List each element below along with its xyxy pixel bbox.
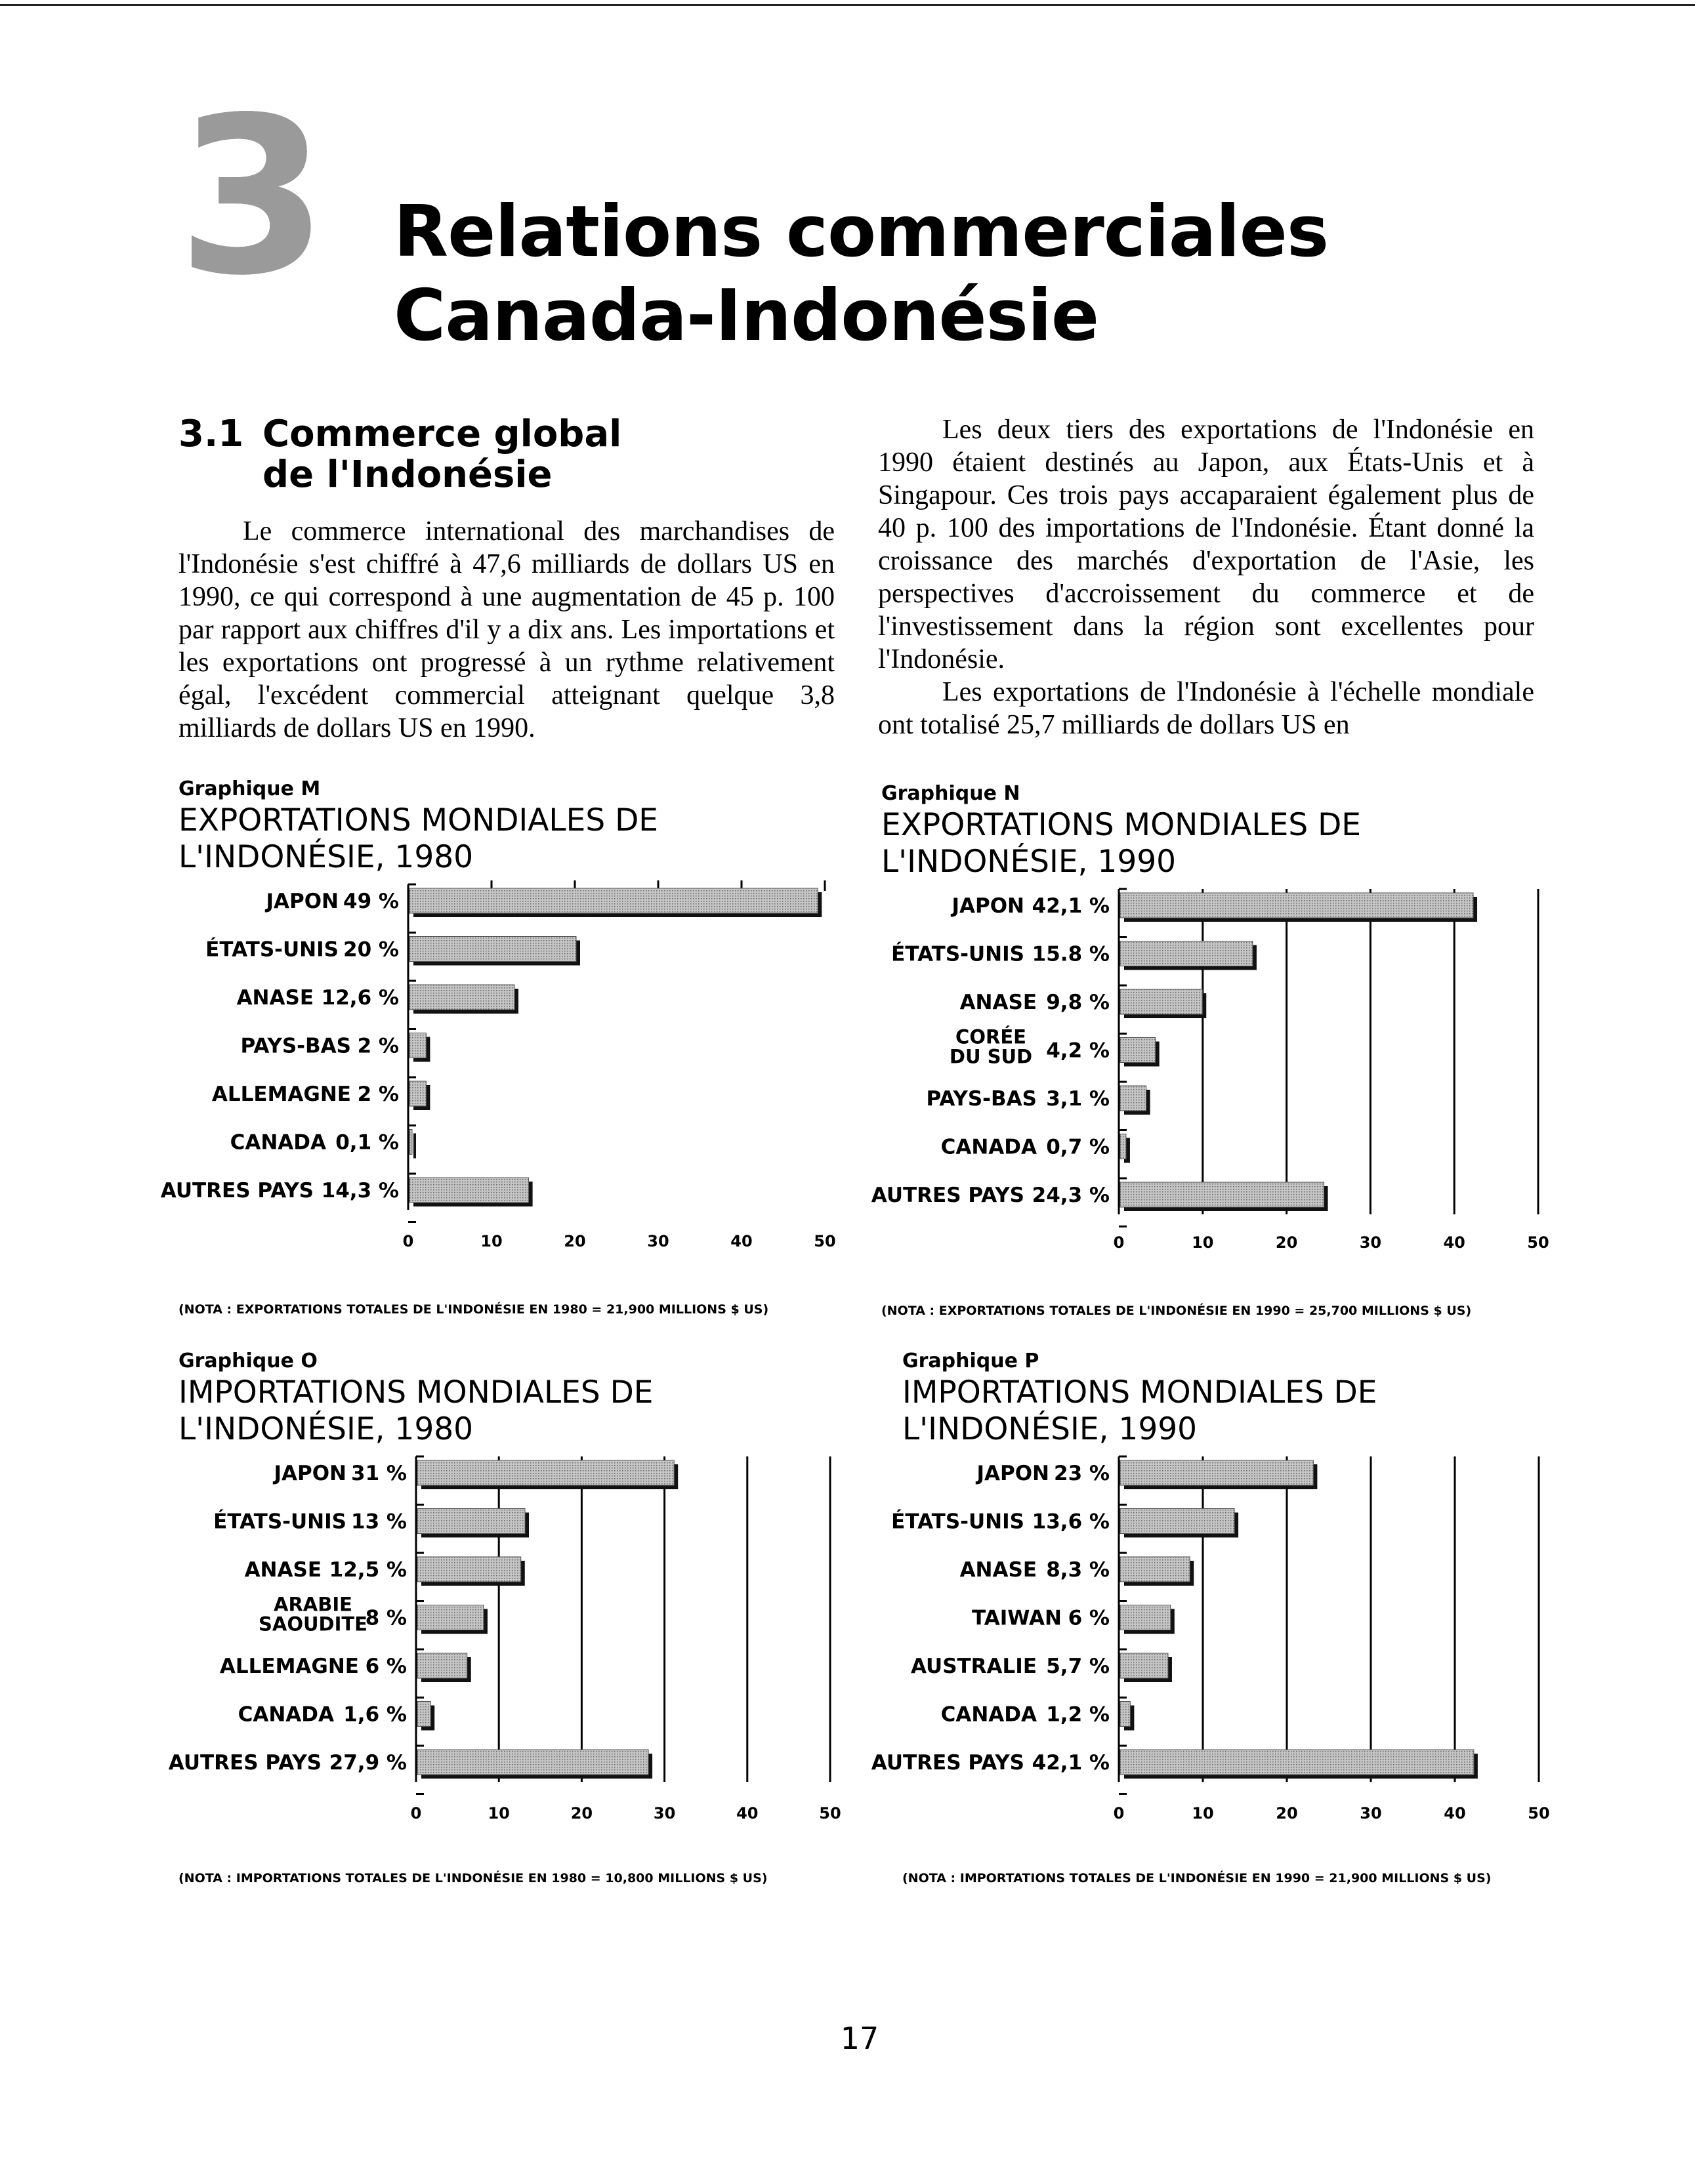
bar bbox=[417, 1557, 521, 1582]
bar bbox=[409, 888, 818, 913]
chart-graphique-n bbox=[871, 782, 1551, 1333]
chapter-number: 3 bbox=[177, 71, 328, 323]
category-label: ÉTATS-UNIS bbox=[213, 1510, 346, 1534]
category-label: ÉTATS-UNIS bbox=[891, 942, 1024, 966]
x-tick-label: 0 bbox=[1113, 1804, 1125, 1823]
category-label: CANADA bbox=[940, 1135, 1037, 1159]
x-tick-label: 0 bbox=[1113, 1233, 1125, 1252]
chart-note: (NOTA : EXPORTATIONS TOTALES DE L'INDONÉSIE EN 1990 = 25,700 MILLIONS $ US) bbox=[881, 1304, 1472, 1318]
chart-title-line: IMPORTATIONS MONDIALES DE bbox=[902, 1374, 1377, 1411]
value-label: 0,1 % bbox=[335, 1130, 399, 1155]
value-label: 2 % bbox=[357, 1082, 399, 1106]
value-label: 6 % bbox=[365, 1655, 407, 1678]
bar bbox=[417, 1509, 525, 1534]
bar bbox=[1120, 893, 1473, 918]
value-label: 14,3 % bbox=[321, 1179, 399, 1203]
value-label: 20 % bbox=[343, 937, 399, 962]
chapter-title-line-1: Relations commerciales bbox=[394, 191, 1329, 273]
x-tick-label: 10 bbox=[1192, 1233, 1214, 1252]
category-label: ANASE bbox=[244, 1558, 322, 1582]
chart-note: (NOTA : IMPORTATIONS TOTALES DE L'INDONÉSIE EN 1990 = 21,900 MILLIONS $ US) bbox=[902, 1871, 1492, 1885]
category-label: TAIWAN bbox=[971, 1606, 1062, 1630]
value-label: 23 % bbox=[1054, 1462, 1110, 1485]
category-label: JAPON bbox=[976, 1462, 1049, 1485]
value-label: 49 % bbox=[343, 890, 399, 913]
value-label: 15.8 % bbox=[1032, 942, 1110, 966]
bar bbox=[1120, 1750, 1474, 1775]
category-label: ALLEMAGNE bbox=[211, 1082, 351, 1106]
bar bbox=[1120, 1702, 1130, 1727]
chart-plot bbox=[871, 782, 1577, 1294]
category-label: CANADA bbox=[940, 1702, 1037, 1727]
bar bbox=[417, 1605, 484, 1630]
left-column-text bbox=[178, 515, 835, 745]
value-label: 42,1 % bbox=[1032, 894, 1110, 918]
chart-title-line: EXPORTATIONS MONDIALES DE bbox=[881, 807, 1361, 843]
value-label: 2 % bbox=[357, 1034, 399, 1058]
bar bbox=[1120, 1038, 1156, 1063]
value-label: 8 % bbox=[365, 1606, 407, 1630]
bar bbox=[409, 985, 514, 1010]
bar-shadow bbox=[413, 1134, 416, 1159]
section-title-line-1: Commerce global bbox=[262, 413, 622, 455]
chart-plot bbox=[168, 1350, 874, 1861]
x-tick-label: 40 bbox=[1444, 1804, 1466, 1823]
x-tick-label: 0 bbox=[402, 1232, 414, 1250]
x-tick-label: 40 bbox=[730, 1232, 753, 1250]
bar bbox=[417, 1460, 674, 1485]
x-tick-label: 30 bbox=[1359, 1233, 1382, 1252]
category-label: DU SUD bbox=[949, 1045, 1033, 1068]
x-tick-label: 10 bbox=[1192, 1804, 1214, 1823]
value-label: 3,1 % bbox=[1046, 1087, 1110, 1111]
chart-title-line: L'INDONÉSIE, 1990 bbox=[902, 1411, 1198, 1447]
value-label: 5,7 % bbox=[1046, 1655, 1110, 1678]
x-tick-label: 50 bbox=[819, 1804, 841, 1823]
category-label: JAPON bbox=[952, 894, 1024, 918]
x-tick-label: 20 bbox=[570, 1804, 593, 1823]
chart-title-line: L'INDONÉSIE, 1980 bbox=[178, 1411, 474, 1447]
category-label: ANASE bbox=[959, 1558, 1037, 1582]
x-tick-label: 20 bbox=[1276, 1804, 1298, 1823]
chart-graphique-m bbox=[160, 777, 841, 1329]
value-label: 8,3 % bbox=[1046, 1558, 1110, 1582]
bar bbox=[1120, 1134, 1126, 1159]
value-label: 0,7 % bbox=[1046, 1135, 1110, 1159]
bar bbox=[409, 1178, 529, 1203]
bar bbox=[417, 1702, 430, 1727]
bar bbox=[1120, 1653, 1168, 1678]
category-label: JAPON bbox=[274, 1462, 346, 1485]
category-label: ANASE bbox=[959, 991, 1037, 1014]
value-label: 13 % bbox=[351, 1510, 407, 1534]
value-label: 12,6 % bbox=[321, 986, 399, 1010]
category-label: SAOUDITE bbox=[259, 1613, 367, 1636]
x-tick-label: 10 bbox=[488, 1804, 510, 1823]
paragraph: Le commerce international des marchandises de l'Indonésie s'est chiffré à 47,6 milliards de dollars US en 1990, ce qui correspond à une augmentation de 45 p. 100 par rapport aux chiffres d'il y a dix ans. Les importations et les exportations ont progressé à un rythme relativement égal, l'excédent commercial atteignant quelque 3,8 milliards de dollars US en 1990. bbox=[178, 516, 835, 743]
x-tick-label: 50 bbox=[814, 1232, 836, 1250]
value-label: 13,6 % bbox=[1032, 1510, 1110, 1534]
bar bbox=[1120, 1605, 1171, 1630]
bar bbox=[1120, 1086, 1146, 1111]
category-label: AUTRES PAYS bbox=[168, 1751, 322, 1775]
chart-label: Graphique P bbox=[902, 1350, 1039, 1372]
category-label: CORÉE bbox=[955, 1025, 1026, 1048]
bar bbox=[1120, 1460, 1313, 1485]
x-tick-label: 10 bbox=[480, 1232, 503, 1250]
category-label: PAYS-BAS bbox=[240, 1034, 351, 1058]
value-label: 1,6 % bbox=[343, 1702, 407, 1727]
x-tick-label: 40 bbox=[1443, 1233, 1465, 1252]
x-tick-label: 30 bbox=[647, 1232, 669, 1250]
chart-plot bbox=[871, 1350, 1598, 1861]
category-label: ALLEMAGNE bbox=[219, 1655, 359, 1678]
category-label: AUTRES PAYS bbox=[871, 1184, 1024, 1207]
category-label: ÉTATS-UNIS bbox=[205, 937, 339, 962]
bar bbox=[409, 1081, 426, 1106]
paragraph: Les exportations de l'Indonésie à l'échelle mondiale ont totalisé 25,7 milliards de dollars US en bbox=[878, 677, 1534, 740]
x-tick-label: 20 bbox=[1275, 1233, 1298, 1252]
chart-title-line: EXPORTATIONS MONDIALES DE bbox=[178, 802, 658, 838]
chart-title-line: IMPORTATIONS MONDIALES DE bbox=[178, 1374, 654, 1411]
bar bbox=[417, 1750, 648, 1775]
category-label: CANADA bbox=[230, 1130, 326, 1155]
chart-graphique-p bbox=[871, 1350, 1565, 1901]
bar bbox=[1120, 1557, 1190, 1582]
x-tick-label: 30 bbox=[653, 1804, 676, 1823]
page-number: 17 bbox=[840, 2021, 879, 2056]
right-column-text bbox=[878, 413, 1534, 741]
x-tick-label: 20 bbox=[564, 1232, 586, 1250]
x-tick-label: 50 bbox=[1528, 1804, 1550, 1823]
value-label: 1,2 % bbox=[1046, 1702, 1110, 1727]
chart-label: Graphique M bbox=[178, 777, 321, 800]
x-tick-label: 50 bbox=[1527, 1233, 1549, 1252]
category-label: CANADA bbox=[238, 1702, 334, 1727]
chart-note: (NOTA : IMPORTATIONS TOTALES DE L'INDONÉSIE EN 1980 = 10,800 MILLIONS $ US) bbox=[178, 1871, 768, 1885]
category-label: JAPON bbox=[266, 890, 339, 913]
category-label: ANASE bbox=[236, 986, 314, 1010]
category-label: AUTRES PAYS bbox=[160, 1179, 314, 1203]
bar bbox=[409, 937, 576, 962]
chart-label: Graphique N bbox=[881, 782, 1020, 805]
chapter-title-line-2: Canada-Indonésie bbox=[394, 275, 1099, 357]
bar bbox=[1120, 989, 1202, 1014]
bar bbox=[1120, 1182, 1324, 1207]
category-label: AUTRES PAYS bbox=[871, 1751, 1024, 1775]
value-label: 31 % bbox=[351, 1462, 407, 1485]
value-label: 42,1 % bbox=[1032, 1751, 1110, 1775]
value-label: 12,5 % bbox=[329, 1558, 407, 1582]
x-tick-label: 30 bbox=[1360, 1804, 1382, 1823]
value-label: 4,2 % bbox=[1046, 1039, 1110, 1063]
value-label: 27,9 % bbox=[329, 1751, 407, 1775]
value-label: 24,3 % bbox=[1032, 1184, 1110, 1207]
bar bbox=[409, 1033, 426, 1058]
value-label: 6 % bbox=[1068, 1606, 1110, 1630]
section-number: 3.1 bbox=[178, 413, 244, 455]
bar bbox=[409, 1130, 412, 1155]
chart-title-line: L'INDONÉSIE, 1990 bbox=[881, 844, 1177, 880]
chart-note: (NOTA : EXPORTATIONS TOTALES DE L'INDONÉSIE EN 1980 = 21,900 MILLIONS $ US) bbox=[178, 1302, 769, 1317]
category-label: AUSTRALIE bbox=[910, 1655, 1037, 1678]
x-tick-label: 40 bbox=[736, 1804, 759, 1823]
paragraph: Les deux tiers des exportations de l'Indonésie en 1990 étaient destinés au Japon, aux États-Unis et à Singapour. Ces trois pays accaparaient également plus de 40 p. 100 des importations de l'Indonésie. Étant donné la croissance des marchés d'exportation de l'Asie, les perspectives d'accroissement du commerce et de l'investissement dans la région sont excellentes pour l'Indonésie. bbox=[878, 415, 1534, 674]
chart-title-line: L'INDONÉSIE, 1980 bbox=[178, 839, 474, 875]
bar bbox=[1120, 941, 1253, 966]
value-label: 9,8 % bbox=[1046, 991, 1110, 1014]
chart-plot bbox=[160, 777, 874, 1289]
top-rule bbox=[0, 4, 1695, 6]
chart-graphique-o bbox=[168, 1350, 841, 1901]
chapter-title bbox=[394, 190, 1641, 358]
x-tick-label: 0 bbox=[410, 1804, 422, 1823]
category-label: PAYS-BAS bbox=[926, 1087, 1037, 1111]
section-title-line-2: de l'Indonésie bbox=[262, 453, 553, 496]
category-label: ÉTATS-UNIS bbox=[891, 1510, 1024, 1534]
category-label: ARABIE bbox=[274, 1593, 352, 1616]
bar bbox=[1120, 1509, 1234, 1534]
bar bbox=[417, 1653, 467, 1678]
chart-label: Graphique O bbox=[178, 1350, 318, 1372]
